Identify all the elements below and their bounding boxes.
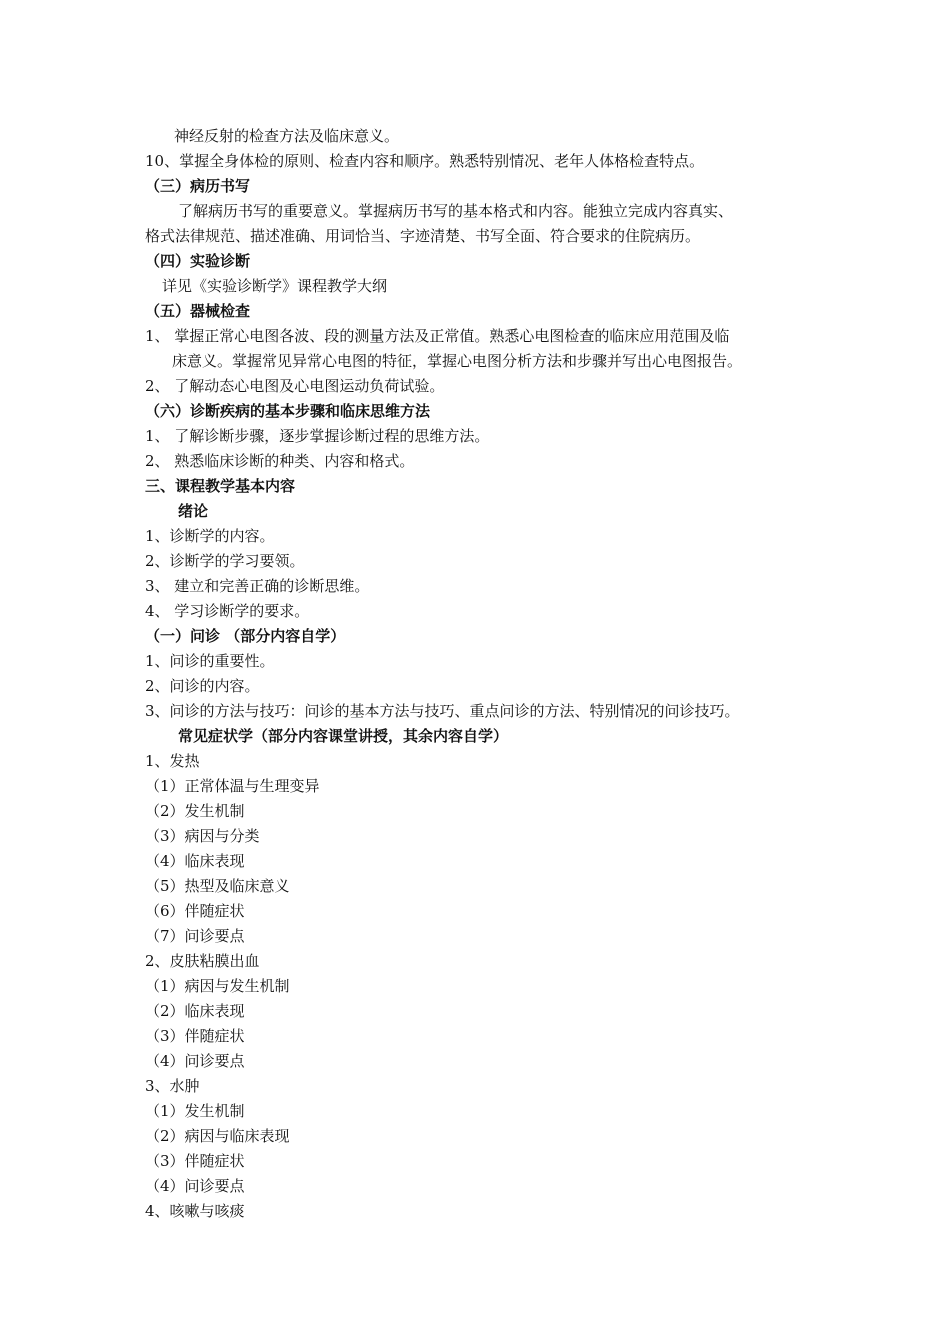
text-line: 了解病历书写的重要意义。掌握病历书写的基本格式和内容。能独立完成内容真实、 (178, 202, 734, 220)
list-item: （3）病因与分类 (145, 827, 260, 845)
list-item: （4）问诊要点 (145, 1177, 245, 1195)
text-line: 格式法律规范、描述准确、用词恰当、字迹清楚、书写全面、符合要求的住院病历。 (145, 227, 701, 245)
section-heading: 绪论 (178, 502, 209, 520)
text-line: 4、 学习诊断学的要求。 (145, 602, 310, 620)
section-heading: （五）器械检查 (145, 302, 251, 320)
text-line: 2、问诊的内容。 (145, 677, 260, 695)
text-line: 2、皮肤粘膜出血 (145, 952, 260, 970)
text-line: 4、咳嗽与咳痰 (145, 1202, 245, 1220)
text-line: 1、诊断学的内容。 (145, 527, 275, 545)
text-line: 详见《实验诊断学》课程教学大纲 (162, 277, 388, 295)
list-item: （6）伴随症状 (145, 902, 245, 920)
list-item: （1）发生机制 (145, 1102, 245, 1120)
list-item: （4）临床表现 (145, 852, 245, 870)
text-line: 3、问诊的方法与技巧：问诊的基本方法与技巧、重点问诊的方法、特别情况的问诊技巧。 (145, 702, 740, 720)
text-line: 10、掌握全身体检的原则、检查内容和顺序。熟悉特别情况、老年人体格检查特点。 (145, 152, 705, 170)
list-item: （1）正常体温与生理变异 (145, 777, 320, 795)
section-heading: 常见症状学（部分内容课堂讲授，其余内容自学） (178, 727, 509, 745)
list-item: （4）问诊要点 (145, 1052, 245, 1070)
text-line: 2、 熟悉临床诊断的种类、内容和格式。 (145, 452, 415, 470)
text-line: 2、 了解动态心电图及心电图运动负荷试验。 (145, 377, 445, 395)
list-item: （2）临床表现 (145, 1002, 245, 1020)
section-heading: （三）病历书写 (145, 177, 251, 195)
list-item: （3）伴随症状 (145, 1027, 245, 1045)
text-line: 床意义。掌握常见异常心电图的特征，掌握心电图分析方法和步骤并写出心电图报告。 (172, 352, 743, 370)
list-item: （2）发生机制 (145, 802, 245, 820)
section-heading: （四）实验诊断 (145, 252, 251, 270)
text-line: 1、问诊的重要性。 (145, 652, 275, 670)
text-line: 1、 了解诊断步骤，逐步掌握诊断过程的思维方法。 (145, 427, 490, 445)
section-heading: （一）问诊 （部分内容自学） (145, 627, 346, 645)
text-line: 1、 掌握正常心电图各波、段的测量方法及正常值。熟悉心电图检查的临床应用范围及临 (145, 327, 730, 345)
list-item: （5）热型及临床意义 (145, 877, 290, 895)
text-line: 3、水肿 (145, 1077, 200, 1095)
list-item: （1）病因与发生机制 (145, 977, 290, 995)
section-heading: （六）诊断疾病的基本步骤和临床思维方法 (145, 402, 431, 420)
list-item: （7）问诊要点 (145, 927, 245, 945)
text-line: 1、发热 (145, 752, 200, 770)
text-line: 2、诊断学的学习要领。 (145, 552, 305, 570)
chapter-heading: 三、课程教学基本内容 (145, 477, 296, 495)
text-line: 神经反射的检查方法及临床意义。 (174, 127, 400, 145)
text-line: 3、 建立和完善正确的诊断思维。 (145, 577, 370, 595)
list-item: （2）病因与临床表现 (145, 1127, 290, 1145)
list-item: （3）伴随症状 (145, 1152, 245, 1170)
